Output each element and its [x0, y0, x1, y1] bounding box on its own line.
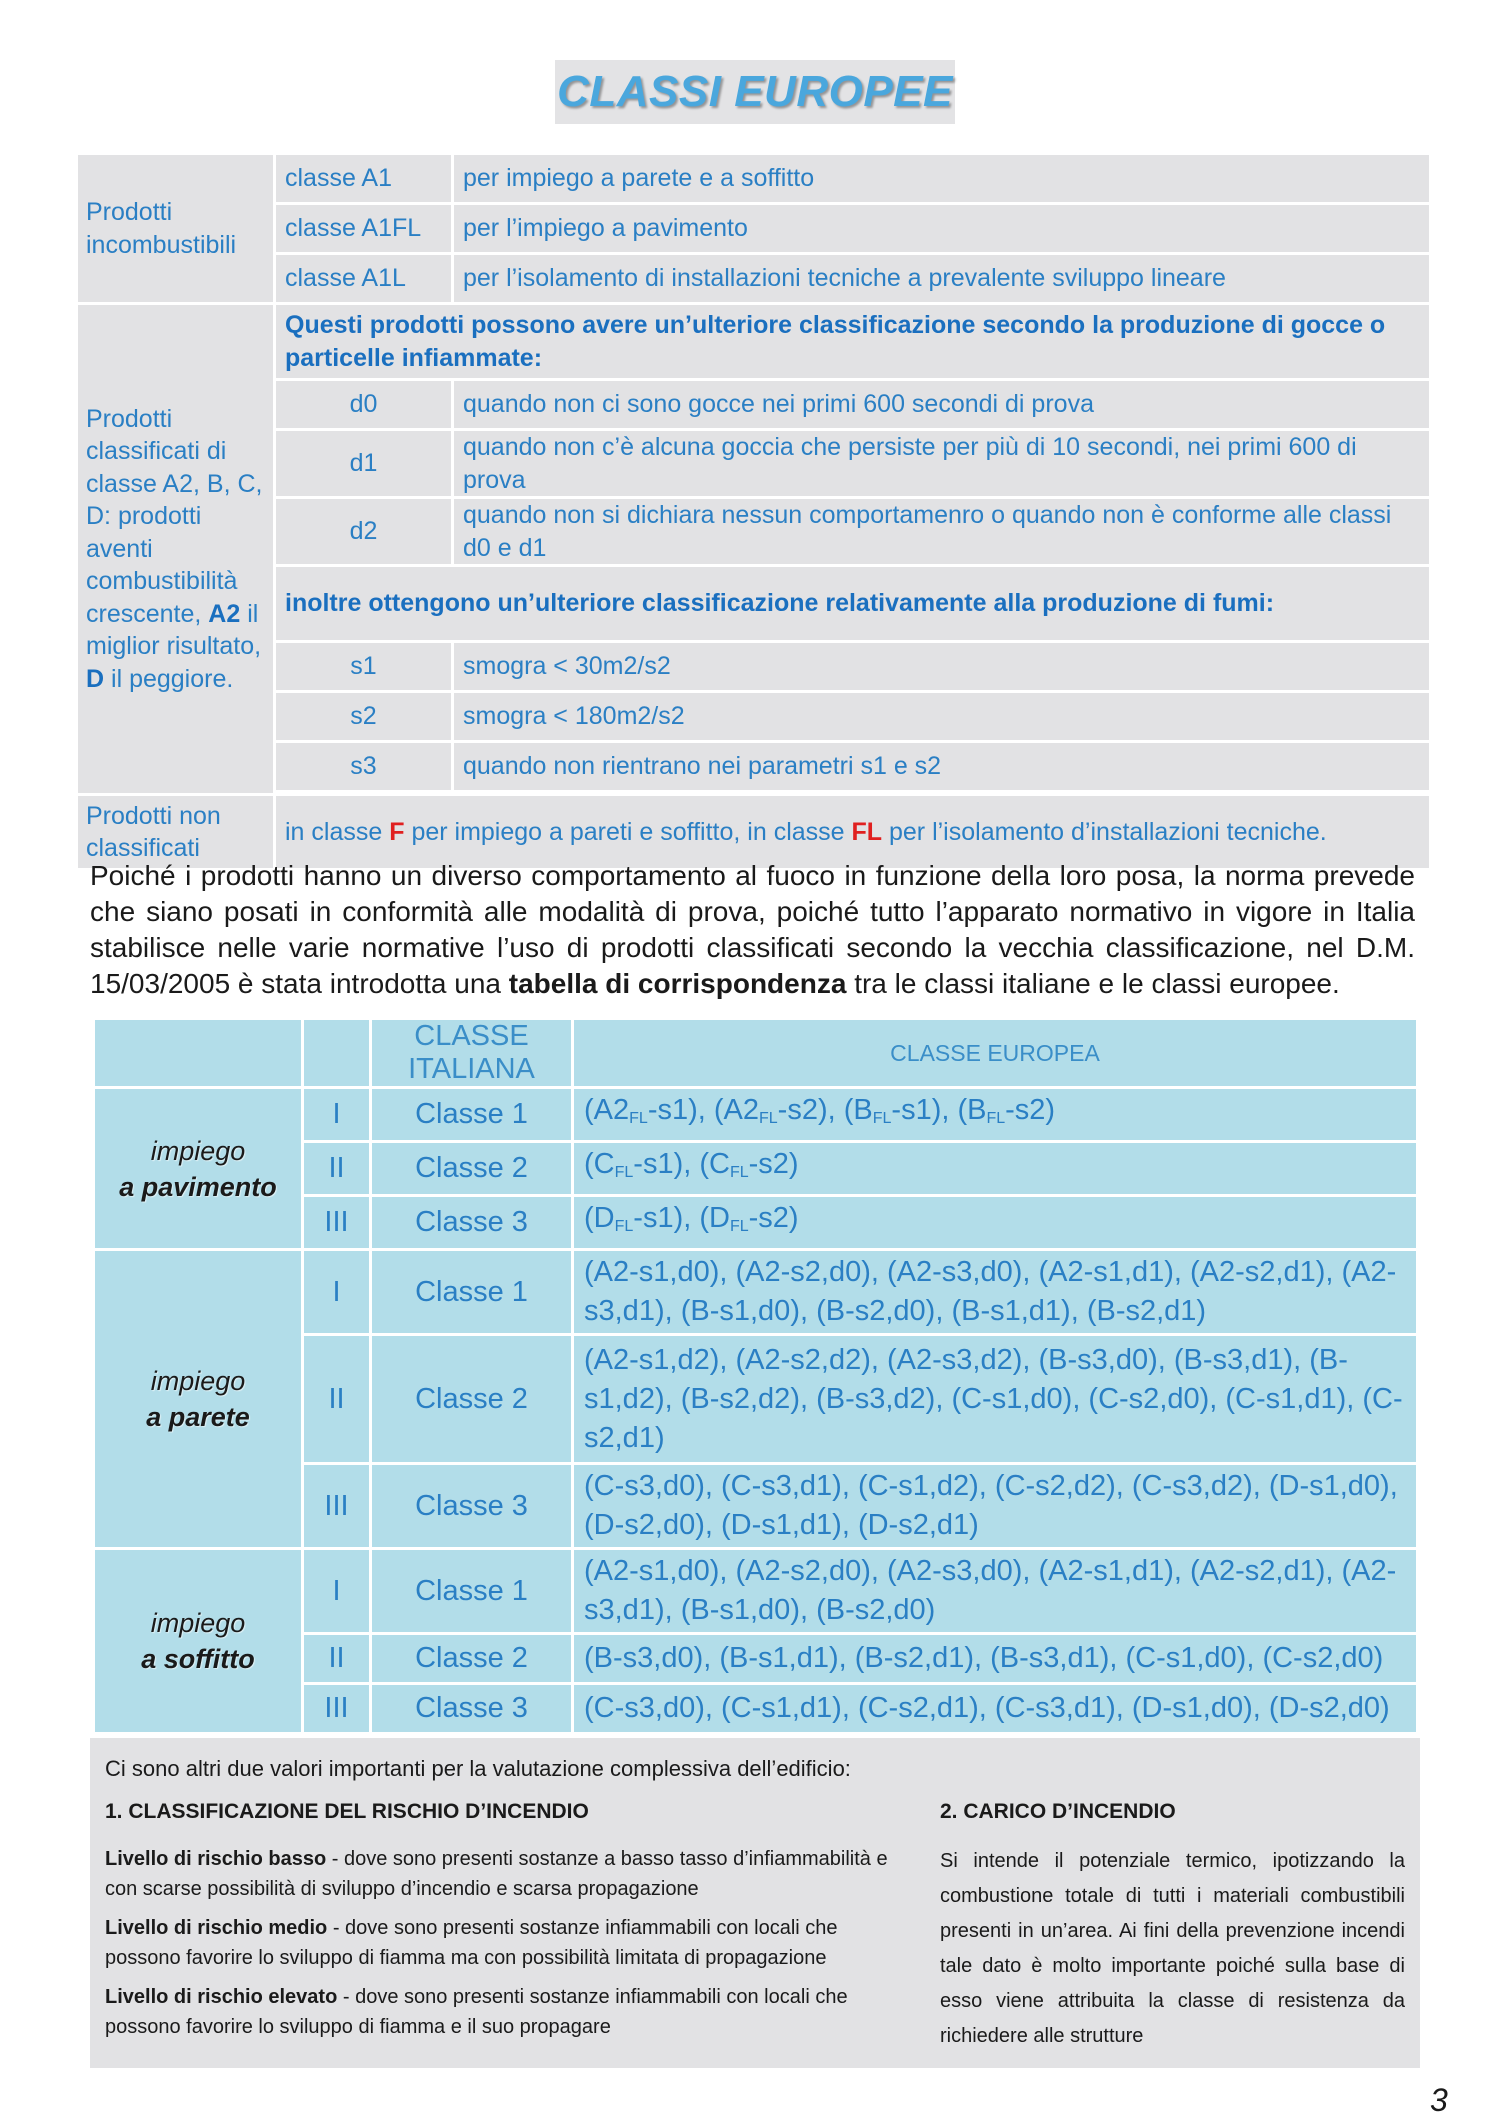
- table-row: [78, 567, 1429, 640]
- table-row: [78, 305, 1429, 378]
- header-classe-italiana: CLASSE ITALIANA: [372, 1020, 571, 1086]
- desc-cell: quando non c’è alcuna goccia che persiste per più di 10 secondi, nei primi 600 di prova: [454, 431, 1429, 496]
- code-cell: d0: [276, 381, 451, 428]
- classe-europea-cell: $(A2_{FL}-s1)$, $(A2_{FL}-s2)$, $(B_{FL}-s1)$, $(B_{FL}-s2)$: [574, 1089, 1416, 1140]
- info-intro: Ci sono altri due valori importanti per la valutazione complessiva dell’edificio:: [105, 1756, 851, 1781]
- rischio-column: [105, 1800, 905, 2054]
- carico-column: [940, 1800, 1405, 2054]
- roman-numeral-cell: I: [304, 1550, 369, 1632]
- classe-italiana-cell: Classe 3: [372, 1685, 571, 1732]
- table-row: [78, 693, 1429, 740]
- code-cell: s1: [276, 643, 451, 690]
- roman-numeral-cell: I: [304, 1089, 369, 1140]
- classe-europea-cell: (B-s3,d0), (B-s1,d1), (B-s2,d1), (B-s3,d1), (C-s1,d0), (C-s2,d0): [574, 1635, 1416, 1682]
- table-row: [78, 205, 1429, 252]
- usage-line2: a soffitto: [141, 1644, 255, 1674]
- correspondence-table: [92, 1017, 1419, 1735]
- desc-cell: quando non si dichiara nessun comportamenro o quando non è conforme alle classi d0 e d1: [454, 499, 1429, 564]
- gocce-header: Questi prodotti possono avere un’ulteriore classificazione secondo la produzione di gocce o particelle infiammate:: [276, 305, 1429, 378]
- classe-europea-cell: (A2-s1,d2), (A2-s2,d2), (A2-s3,d2), (B-s3,d0), (B-s3,d1), (B-s1,d2), (B-s2,d2), (B-s3,d2), (C-s1,d0), (C-s2,d0), (C-s1,d1), (C-s2,d1): [574, 1336, 1416, 1462]
- classe-europea-cell: (C-s3,d0), (C-s3,d1), (C-s1,d2), (C-s2,d2), (C-s3,d2), (D-s1,d0), (D-s2,d0), (D-s1,d1), (D-s2,d1): [574, 1465, 1416, 1547]
- code-cell: s3: [276, 743, 451, 790]
- bold-phrase: tabella di corrispondenza: [508, 968, 847, 999]
- classe-italiana-cell: Classe 2: [372, 1336, 571, 1462]
- classe-europea-cell: (C-s3,d0), (C-s1,d1), (C-s2,d1), (C-s3,d1), (D-s1,d0), (D-s2,d0): [574, 1685, 1416, 1732]
- table-row: [78, 381, 1429, 428]
- classe-cell: classe A1FL: [276, 205, 451, 252]
- page-number: 3: [1430, 2082, 1448, 2118]
- roman-numeral-cell: II: [304, 1336, 369, 1462]
- table-row: [78, 743, 1429, 790]
- roman-numeral-cell: II: [304, 1143, 369, 1194]
- classe-italiana-cell: Classe 1: [372, 1089, 571, 1140]
- table-row: [78, 643, 1429, 690]
- carico-text: Si intende il potenziale termico, ipotizzando la combustione totale di tutti i materiali combustibili presenti in un’area. Ai fini della prevenzione incendi tale dato è molto importante poiché sulla base di esso viene attribuita la classe di resistenza da richiedere alle strutture: [940, 1850, 1405, 2047]
- roman-numeral-cell: I: [304, 1251, 369, 1333]
- usage-line2: a pavimento: [119, 1171, 277, 1202]
- header-empty: [95, 1020, 301, 1086]
- desc-cell: per l’isolamento di installazioni tecniche a prevalente sviluppo lineare: [454, 255, 1429, 302]
- info-box: [90, 1738, 1420, 2068]
- usage-group-label: [95, 1089, 301, 1248]
- classe-italiana-cell: Classe 1: [372, 1251, 571, 1333]
- european-classes-table: [75, 152, 1432, 871]
- classe-italiana-cell: Classe 2: [372, 1143, 571, 1194]
- classe-europea-cell: $(D_{FL}-s1)$, $(D_{FL}-s2)$: [574, 1197, 1416, 1248]
- desc-cell: quando non ci sono gocce nei primi 600 secondi di prova: [454, 381, 1429, 428]
- classe-italiana-cell: Classe 3: [372, 1465, 571, 1547]
- classe-italiana-cell: Classe 3: [372, 1197, 571, 1248]
- code-cell: d1: [276, 431, 451, 496]
- header-empty: [304, 1020, 369, 1086]
- header-classe-europea: CLASSE EUROPEA: [574, 1020, 1416, 1086]
- desc-cell: quando non rientrano nei parametri s1 e s2: [454, 743, 1429, 790]
- roman-numeral-cell: III: [304, 1197, 369, 1248]
- classificati-label: Prodotti classificati di classe A2, B, C, D: prodotti aventi combustibilità crescente, A2 il miglior risultato, D il peggiore.: [78, 305, 273, 793]
- non-classificati-desc: in classe F per impiego a pareti e soffitto, in classe FL per l’isolamento d’installazioni tecniche.: [276, 796, 1429, 868]
- table-row: [95, 1251, 1416, 1333]
- table-row: [78, 431, 1429, 496]
- carico-title: 2. CARICO D’INCENDIO: [940, 1800, 1176, 1823]
- classe-europea-cell: (A2-s1,d0), (A2-s2,d0), (A2-s3,d0), (A2-s1,d1), (A2-s2,d1), (A2-s3,d1), (B-s1,d0), (B-s2,d0): [574, 1550, 1416, 1632]
- table-row: [95, 1550, 1416, 1632]
- desc-cell: smogra < 180m2/s2: [454, 693, 1429, 740]
- incombustibili-label: Prodotti incombustibili: [78, 155, 273, 302]
- rischio-title: 1. CLASSIFICAZIONE DEL RISCHIO D’INCENDIO: [105, 1800, 589, 1823]
- usage-line1: impiego: [150, 1135, 246, 1166]
- table-row: [78, 155, 1429, 202]
- roman-numeral-cell: III: [304, 1685, 369, 1732]
- classe-europea-cell: (A2-s1,d0), (A2-s2,d0), (A2-s3,d0), (A2-s1,d1), (A2-s2,d1), (A2-s3,d1), (B-s1,d0), (B-s2,d0), (B-s1,d1), (B-s2,d1): [574, 1251, 1416, 1333]
- rischio-item: Livello di rischio basso - dove sono presenti sostanze a basso tasso d’infiammabilità e con scarse possibilità di sviluppo d’incendio e scarsa propagazione: [105, 1848, 888, 1900]
- usage-line2: a parete: [146, 1402, 250, 1432]
- code-cell: d2: [276, 499, 451, 564]
- non-classificati-label: Prodotti non classificati: [78, 796, 273, 868]
- classe-cell: classe A1: [276, 155, 451, 202]
- desc-cell: per impiego a parete e a soffitto: [454, 155, 1429, 202]
- fumi-header: inoltre ottengono un’ulteriore classificazione relativamente alla produzione di fumi:: [276, 567, 1429, 640]
- usage-group-label: [95, 1550, 301, 1732]
- page-title: CLASSI EUROPEE: [557, 67, 953, 116]
- classe-europea-cell: $(C_{FL}-s1)$, $(C_{FL}-s2)$: [574, 1143, 1416, 1194]
- classe-cell: classe A1L: [276, 255, 451, 302]
- roman-numeral-cell: III: [304, 1465, 369, 1547]
- usage-line1: impiego: [150, 1608, 246, 1638]
- desc-cell: smogra < 30m2/s2: [454, 643, 1429, 690]
- classe-italiana-cell: Classe 1: [372, 1550, 571, 1632]
- roman-numeral-cell: II: [304, 1635, 369, 1682]
- rischio-item: Livello di rischio medio - dove sono presenti sostanze infiammabili con locali che possono favorire lo sviluppo di fiamma ma con possibilità limitata di propagazione: [105, 1917, 838, 1969]
- usage-group-label: [95, 1251, 301, 1547]
- table-row: [78, 499, 1429, 564]
- rischio-item: Livello di rischio elevato - dove sono presenti sostanze infiammabili con locali che possono favorire lo sviluppo di fiamma e il suo propagare: [105, 1986, 848, 2038]
- usage-line1: impiego: [150, 1366, 246, 1396]
- desc-cell: per l’impiego a pavimento: [454, 205, 1429, 252]
- table-row: [95, 1089, 1416, 1140]
- intro-paragraph: Poiché i prodotti hanno un diverso comportamento al fuoco in funzione della loro posa, la norma prevede che siano posati in conformità alle modalità di prova, poiché tutto l’apparato normativo in vigore in Italia stabilisce nelle varie normative l’uso di prodotti classificati secondo la vecchia classificazione, nel D.M. 15/03/2005 è stata introdotta una tabella di corrispondenza tra le classi italiane e le classi europee.: [90, 860, 1415, 999]
- title-banner: [555, 60, 955, 124]
- table-row: [78, 255, 1429, 302]
- header-row: [95, 1020, 1416, 1086]
- code-cell: s2: [276, 693, 451, 740]
- classe-italiana-cell: Classe 2: [372, 1635, 571, 1682]
